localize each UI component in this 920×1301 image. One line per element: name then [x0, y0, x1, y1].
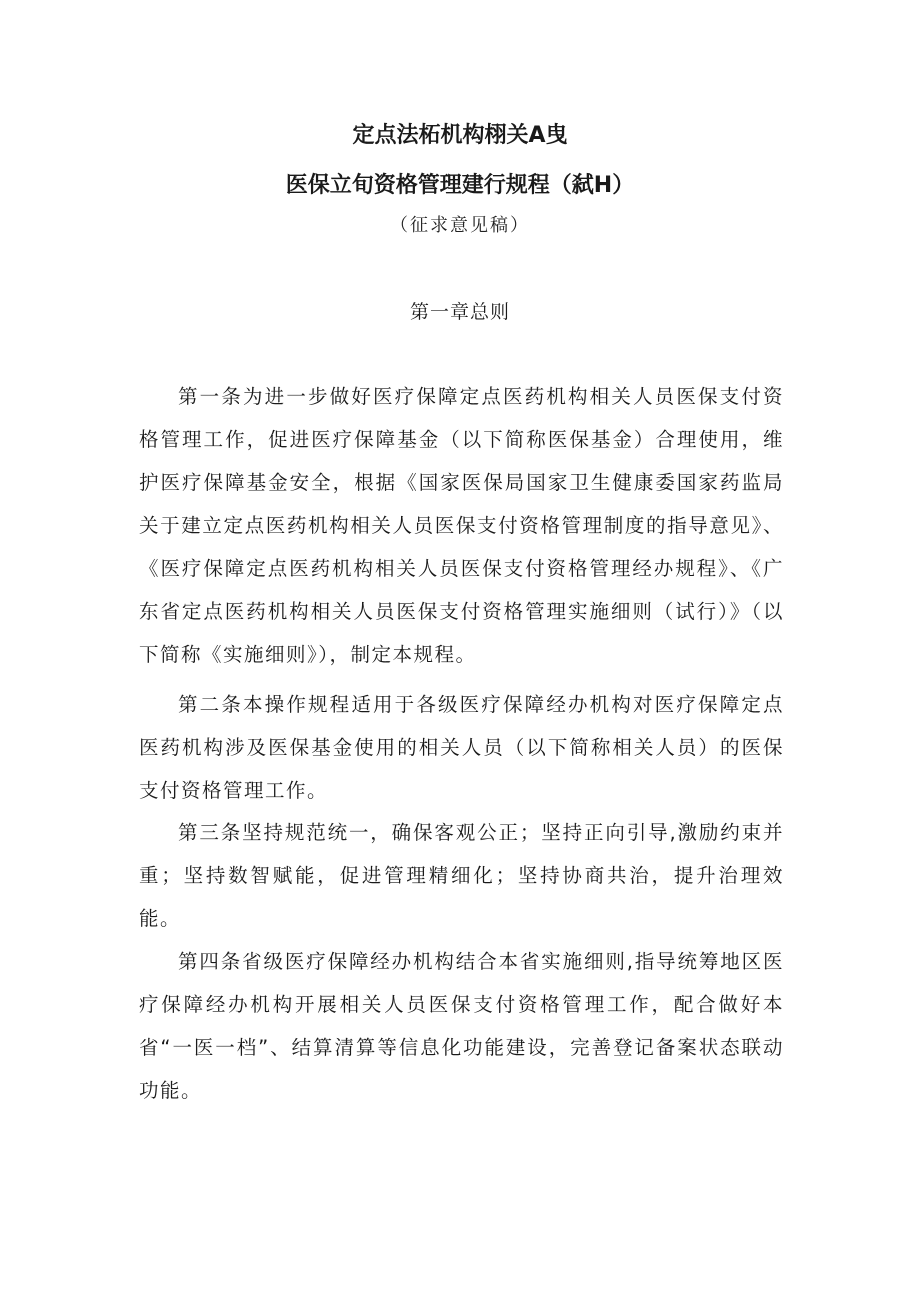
article-1: 第一条为进一步做好医疗保障定点医药机构相关人员医保支付资格管理工作，促进医疗保障基金（以下简称医保基金）合理使用，维护医疗保障基金安全，根据《国家医保局国家卫生健康委国家药监局关于建立定点医药机构相关人员医保支付资格管理制度的指导意见》、《医疗保障定点医药机构相关人员医保支付资格管理经办规程》、《广东省定点医药机构相关人员医保支付资格管理实施细则（试行）》（以下简称《实施细则》），制定本规程。 [139, 385, 784, 666]
article-4: 第四条省级医疗保障经办机构结合本省实施细则,指导统筹地区医疗保障经办机构开展相关人员医保支付资格管理工作，配合做好本省“一医一档”、结算清算等信息化功能建设，完善登记备案状态联动功能。 [139, 950, 784, 1102]
article-2: 第二条本操作规程适用于各级医疗保障经办机构对医疗保障定点医药机构涉及医保基金使用的相关人员（以下简称相关人员）的医保支付资格管理工作。 [139, 693, 784, 802]
article-3: 第三条坚持规范统一，确保客观公正；坚持正向引导,激励约束并重；坚持数智赋能，促进管理精细化；坚持协商共治，提升治理效能。 [139, 821, 784, 930]
document-subtitle: （征求意见稿） [390, 215, 530, 236]
document-title-line-2: 医保立旬资格管理建行规程（弑H） [285, 173, 635, 198]
chapter-heading: 第一章总则 [409, 301, 510, 323]
document-title-line-1: 定点法柘机构栩关A曳 [352, 123, 568, 148]
